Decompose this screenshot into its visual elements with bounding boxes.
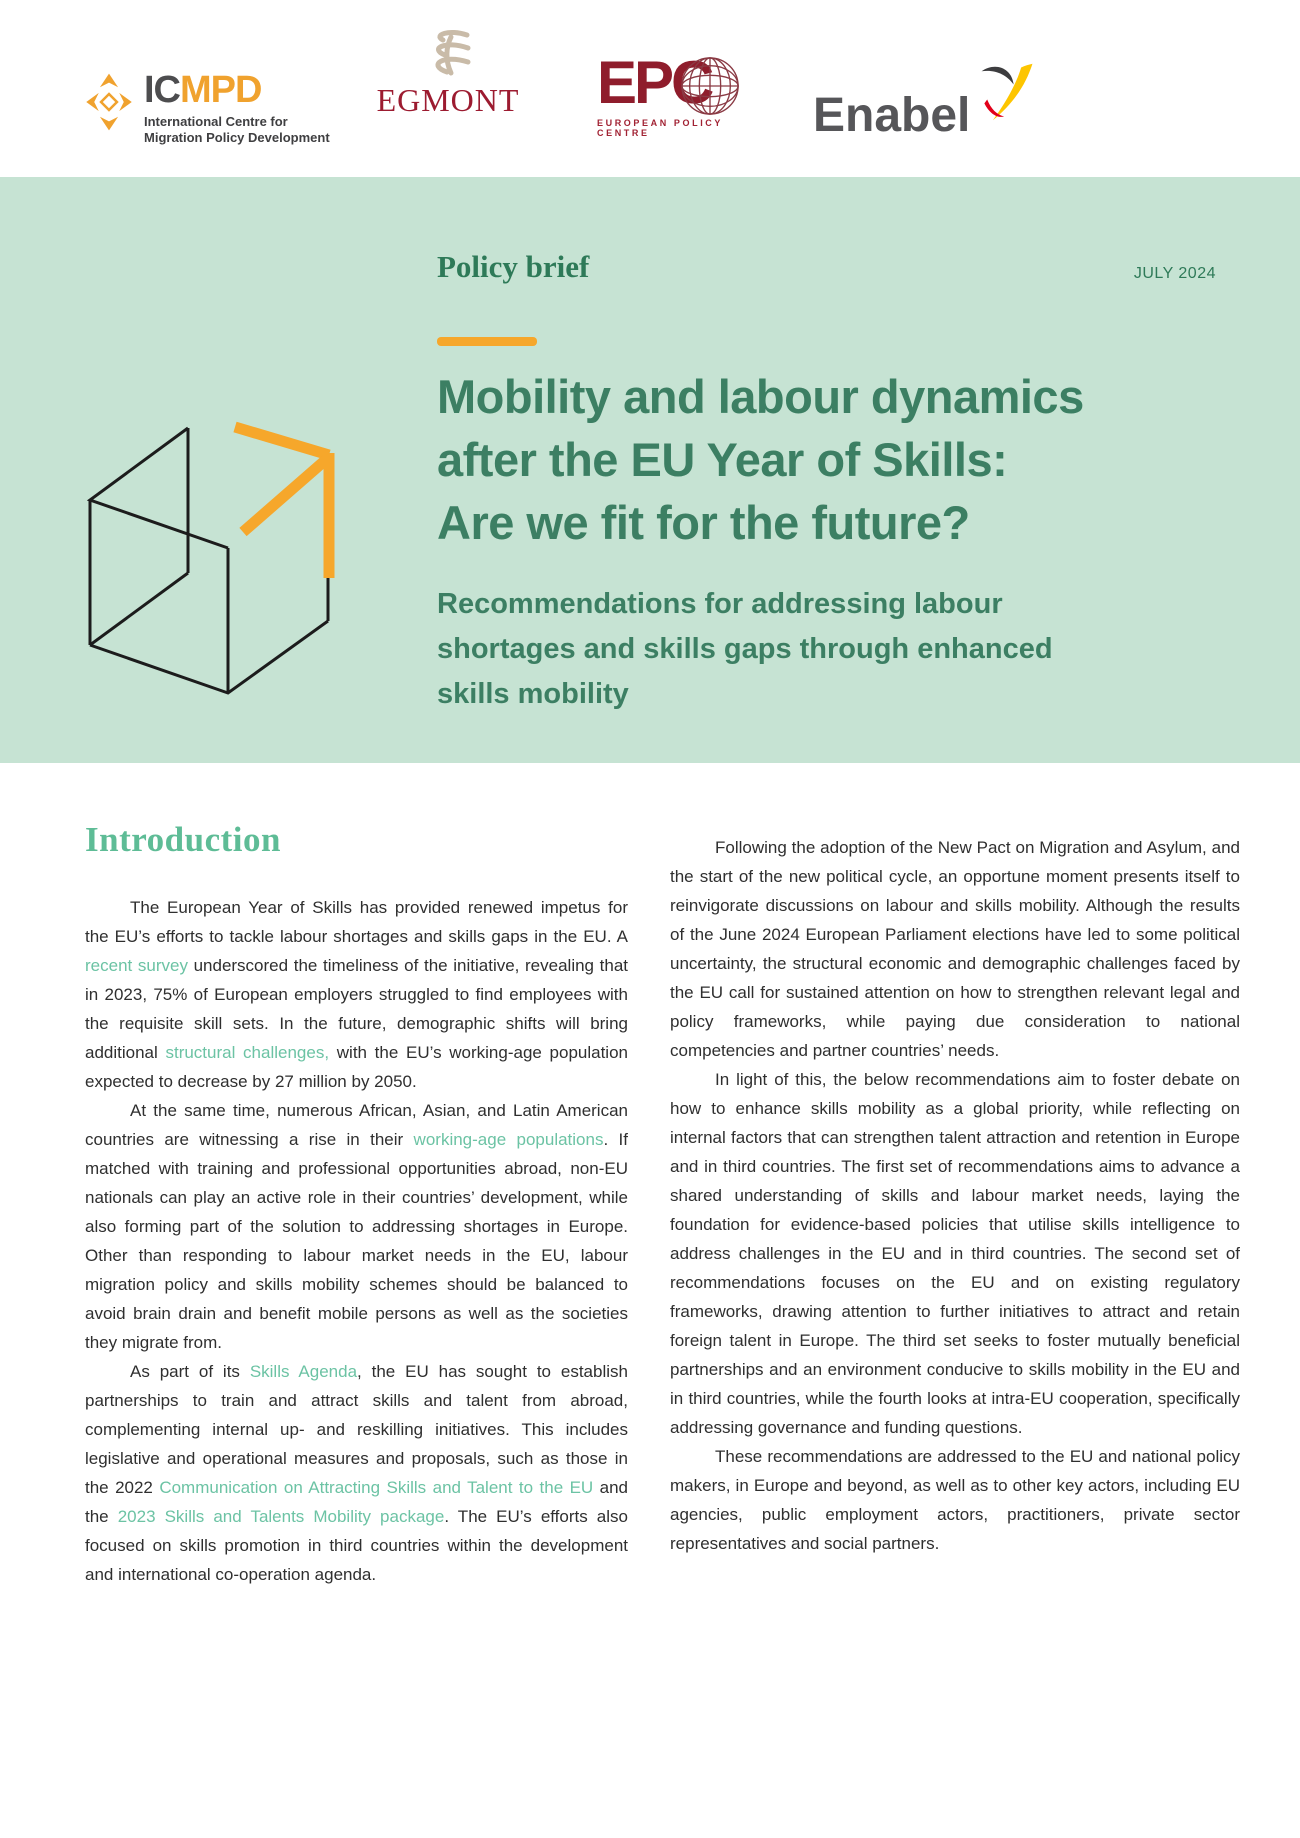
text-run: In light of this, the below recommendations aim to foster debate on how to enhance skills mobility as a global priority, while reflecting on internal factors that can strengthen talent attraction and retention in Europe and in third countries. The first set of recommendations aims to advance a shared understanding of skills and labour market needs, laying the foundation for evidence-based policies that utilise skills intelligence to address challenges in the EU and in third countries. The second set of recommendations focuses on the EU and on existing regulatory frameworks, drawing attention to further initiatives to attract and retain foreign talent in Europe. The third set seeks to foster mutually beneficial partnerships and an environment conducive to skills mobility in the EU and in third countries, while the fourth looks at intra-EU cooperation, specifically addressing governance and funding questions.: [670, 1070, 1240, 1437]
text-run: At the same time, numerous African, Asian, and Latin American countries are witnessing a rise in their: [85, 1101, 628, 1149]
paragraph: [670, 833, 1240, 1065]
egmont-wordmark: EGMONT: [376, 82, 520, 118]
accent-bar: [437, 337, 537, 346]
document-kicker: Policy brief: [437, 249, 590, 284]
epc-logo: [597, 49, 767, 138]
icmpd-compass-icon: [84, 72, 134, 132]
inline-link[interactable]: Communication on Attracting Skills and Talent to the EU: [159, 1478, 594, 1497]
paragraph: [85, 893, 628, 1096]
epc-wordmark: EPC: [597, 49, 712, 116]
enabel-wordmark: Enabel: [813, 89, 971, 142]
text-run: . The EU’s efforts also focused on skills promotion in third countries within the development and international co-operation agenda.: [85, 1507, 628, 1584]
icmpd-wordmark: ICMPD: [144, 69, 262, 111]
page-subtitle: Recommendations for addressing labour shortages and skills gaps through enhanced skills mobility: [437, 588, 1053, 710]
inline-link[interactable]: working-age populations: [413, 1130, 604, 1149]
paragraph: [85, 1096, 628, 1357]
cube-arrow-graphic: [70, 350, 360, 702]
egmont-script-e-icon: [421, 28, 475, 80]
text-run: As part of its: [130, 1362, 250, 1381]
paragraph: [670, 1442, 1240, 1558]
text-run: The European Year of Skills has provided renewed impetus for the EU’s efforts to tackle labour shortages and skills gaps in the EU. A: [85, 898, 628, 946]
inline-link[interactable]: Skills Agenda: [249, 1362, 358, 1381]
page-title: Mobility and labour dynamics after the EU Year of Skills: Are we fit for the future?: [437, 370, 1084, 549]
epc-wordmark-row: [597, 49, 712, 116]
paragraph: [85, 1357, 628, 1589]
icmpd-tagline: International Centre for Migration Policy Development: [144, 114, 330, 145]
text-column-left: [85, 893, 628, 1589]
inline-link[interactable]: 2023 Skills and Talents Mobility package: [117, 1507, 445, 1526]
text-run: underscored the timeliness of the initiative, revealing that in 2023, 75% of European employers struggled to find employees with the requisite skill sets. In the future, demographic shifts will bring additional: [85, 956, 628, 1062]
enabel-swoosh-icon: [974, 60, 1040, 124]
paragraph: [670, 1065, 1240, 1442]
text-run: These recommendations are addressed to the EU and national policy makers, in Europe and beyond, as well as to other key actors, including EU agencies, public employment actors, practitioners, private sector representatives and social partners.: [670, 1447, 1240, 1553]
epc-globe-icon: [679, 55, 741, 117]
text-run: . If matched with training and professional opportunities abroad, non-EU nationals can play an active role in their countries’ development, while also forming part of the solution to addressing shortages in Europe. Other than responding to labour market needs in the EU, labour migration policy and skills mobility schemes should be balanced to avoid brain drain and benefit mobile persons as well as the societies they migrate from.: [85, 1130, 628, 1352]
text-column-right: [670, 833, 1240, 1558]
icmpd-logo: [84, 70, 330, 146]
text-run: and the: [85, 1478, 629, 1526]
publication-date: JULY 2024: [1133, 265, 1216, 282]
enabel-logo: [813, 60, 1040, 152]
epc-tagline: EUROPEAN POLICY CENTRE: [597, 118, 723, 138]
inline-link[interactable]: recent survey: [85, 956, 188, 975]
text-run: , the EU has sought to establish partnerships to train and attract skills and talent from abroad, complementing internal up- and reskilling initiatives. This includes legislative and operational measures and proposals, such as those in the 2022: [85, 1362, 628, 1497]
inline-link[interactable]: structural challenges,: [165, 1043, 330, 1062]
icmpd-logo-text: [144, 70, 330, 146]
egmont-logo: [358, 28, 538, 119]
banner: [0, 177, 1300, 763]
section-heading-introduction: Introduction: [85, 820, 281, 859]
text-run: with the EU’s working-age population expected to decrease by 27 million by 2050.: [85, 1043, 628, 1091]
text-run: Following the adoption of the New Pact on Migration and Asylum, and the start of the new political cycle, an opportune moment presents itself to reinvigorate discussions on labour and skills mobility. Although the results of the June 2024 European Parliament elections have led to some political uncertainty, the structural economic and demographic challenges faced by the EU call for sustained attention on how to strengthen relevant legal and policy frameworks, while paying due consideration to national competencies and partner countries’ needs.: [670, 838, 1240, 1060]
